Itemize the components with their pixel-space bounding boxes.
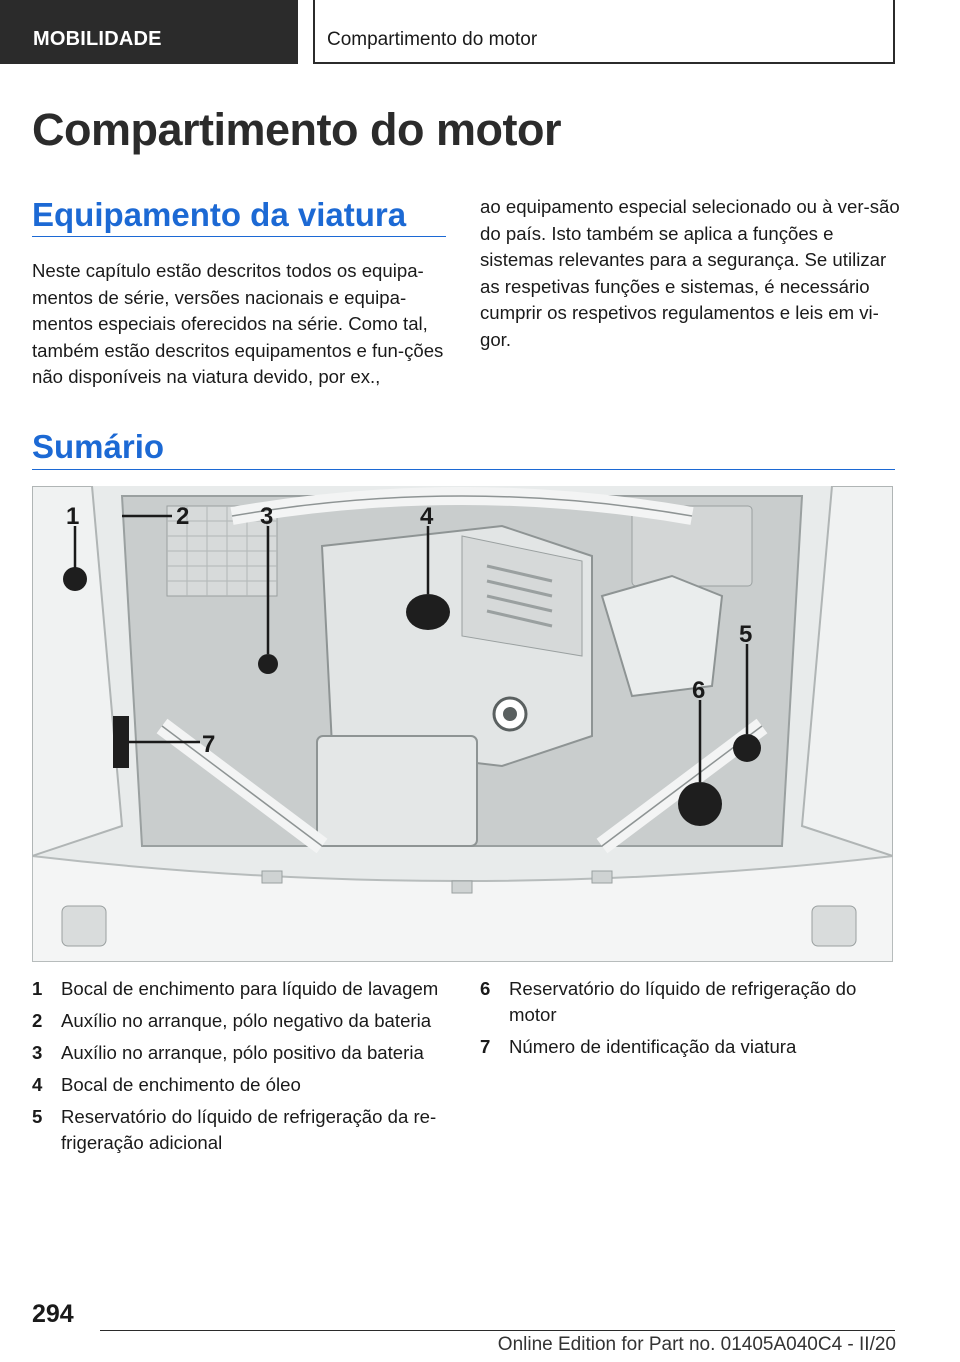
legend-text: Reservatório do líquido de refrigeração do motor [509, 978, 857, 1025]
callout-2: 2 [176, 503, 190, 530]
legend-number: 6 [480, 978, 491, 999]
chapter-tab: Compartimento do motor [313, 0, 895, 64]
section-heading-equipment: Equipamento da viatura [32, 196, 407, 233]
legend-text: Número de identificação da viatura [509, 1036, 797, 1057]
legend-item [480, 1034, 900, 1060]
callout-5: 5 [739, 621, 753, 648]
legend-item [32, 1072, 452, 1098]
legend-item [480, 976, 900, 1028]
callout-7: 7 [202, 731, 216, 758]
legend-text: Auxílio no arranque, pólo positivo da bateria [61, 1042, 424, 1063]
legend-text: Bocal de enchimento de óleo [61, 1074, 301, 1095]
callout-1: 1 [66, 503, 80, 530]
legend-right [480, 976, 900, 1066]
section-rule-summary [32, 469, 895, 470]
legend-number: 4 [32, 1074, 43, 1095]
equipment-paragraph-right: ao equipamento especial selecionado ou à ver-são do país. Isto também se aplica a funções e sistemas relevantes para a segurança. Se utilizar as respetivas funções e sistemas, é necessário cumprir os respetivos regulamentos e leis em vi-gor. [480, 196, 900, 350]
section-rule-equipment [32, 236, 446, 237]
legend-number: 3 [32, 1042, 43, 1063]
legend-number: 5 [32, 1106, 43, 1127]
callout-3: 3 [260, 503, 274, 530]
equipment-paragraph-left: Neste capítulo estão descritos todos os equipa-mentos de série, versões nacionais e equipa-mentos especiais oferecidos na série. Como tal, também estão descritos equipamentos e fun-ções não disponíveis na viatura devido, por ex., [32, 260, 444, 387]
page-number: 294 [32, 1300, 74, 1328]
engine-bay-illustration [32, 486, 893, 962]
legend-item [32, 1008, 452, 1034]
section-tab: MOBILIDADE [0, 0, 298, 64]
legend-number: 1 [32, 978, 43, 999]
edition-footer: Online Edition for Part no. 01405A040C4 - II/20 [497, 1334, 896, 1355]
legend-item [32, 1104, 452, 1156]
callout-4: 4 [420, 503, 434, 530]
legend-left [32, 976, 452, 1162]
legend-number: 2 [32, 1010, 43, 1031]
legend-item [32, 976, 452, 1002]
legend-text: Auxílio no arranque, pólo negativo da bateria [61, 1010, 432, 1031]
callout-6: 6 [692, 677, 706, 704]
legend-text: Bocal de enchimento para líquido de lavagem [61, 978, 439, 999]
legend-text: Reservatório do líquido de refrigeração da re-frigeração adicional [61, 1106, 437, 1153]
legend-item [32, 1040, 452, 1066]
section-heading-summary: Sumário [32, 428, 165, 465]
legend-number: 7 [480, 1036, 491, 1057]
footer-rule [100, 1330, 895, 1331]
page-title: Compartimento do motor [32, 104, 561, 155]
